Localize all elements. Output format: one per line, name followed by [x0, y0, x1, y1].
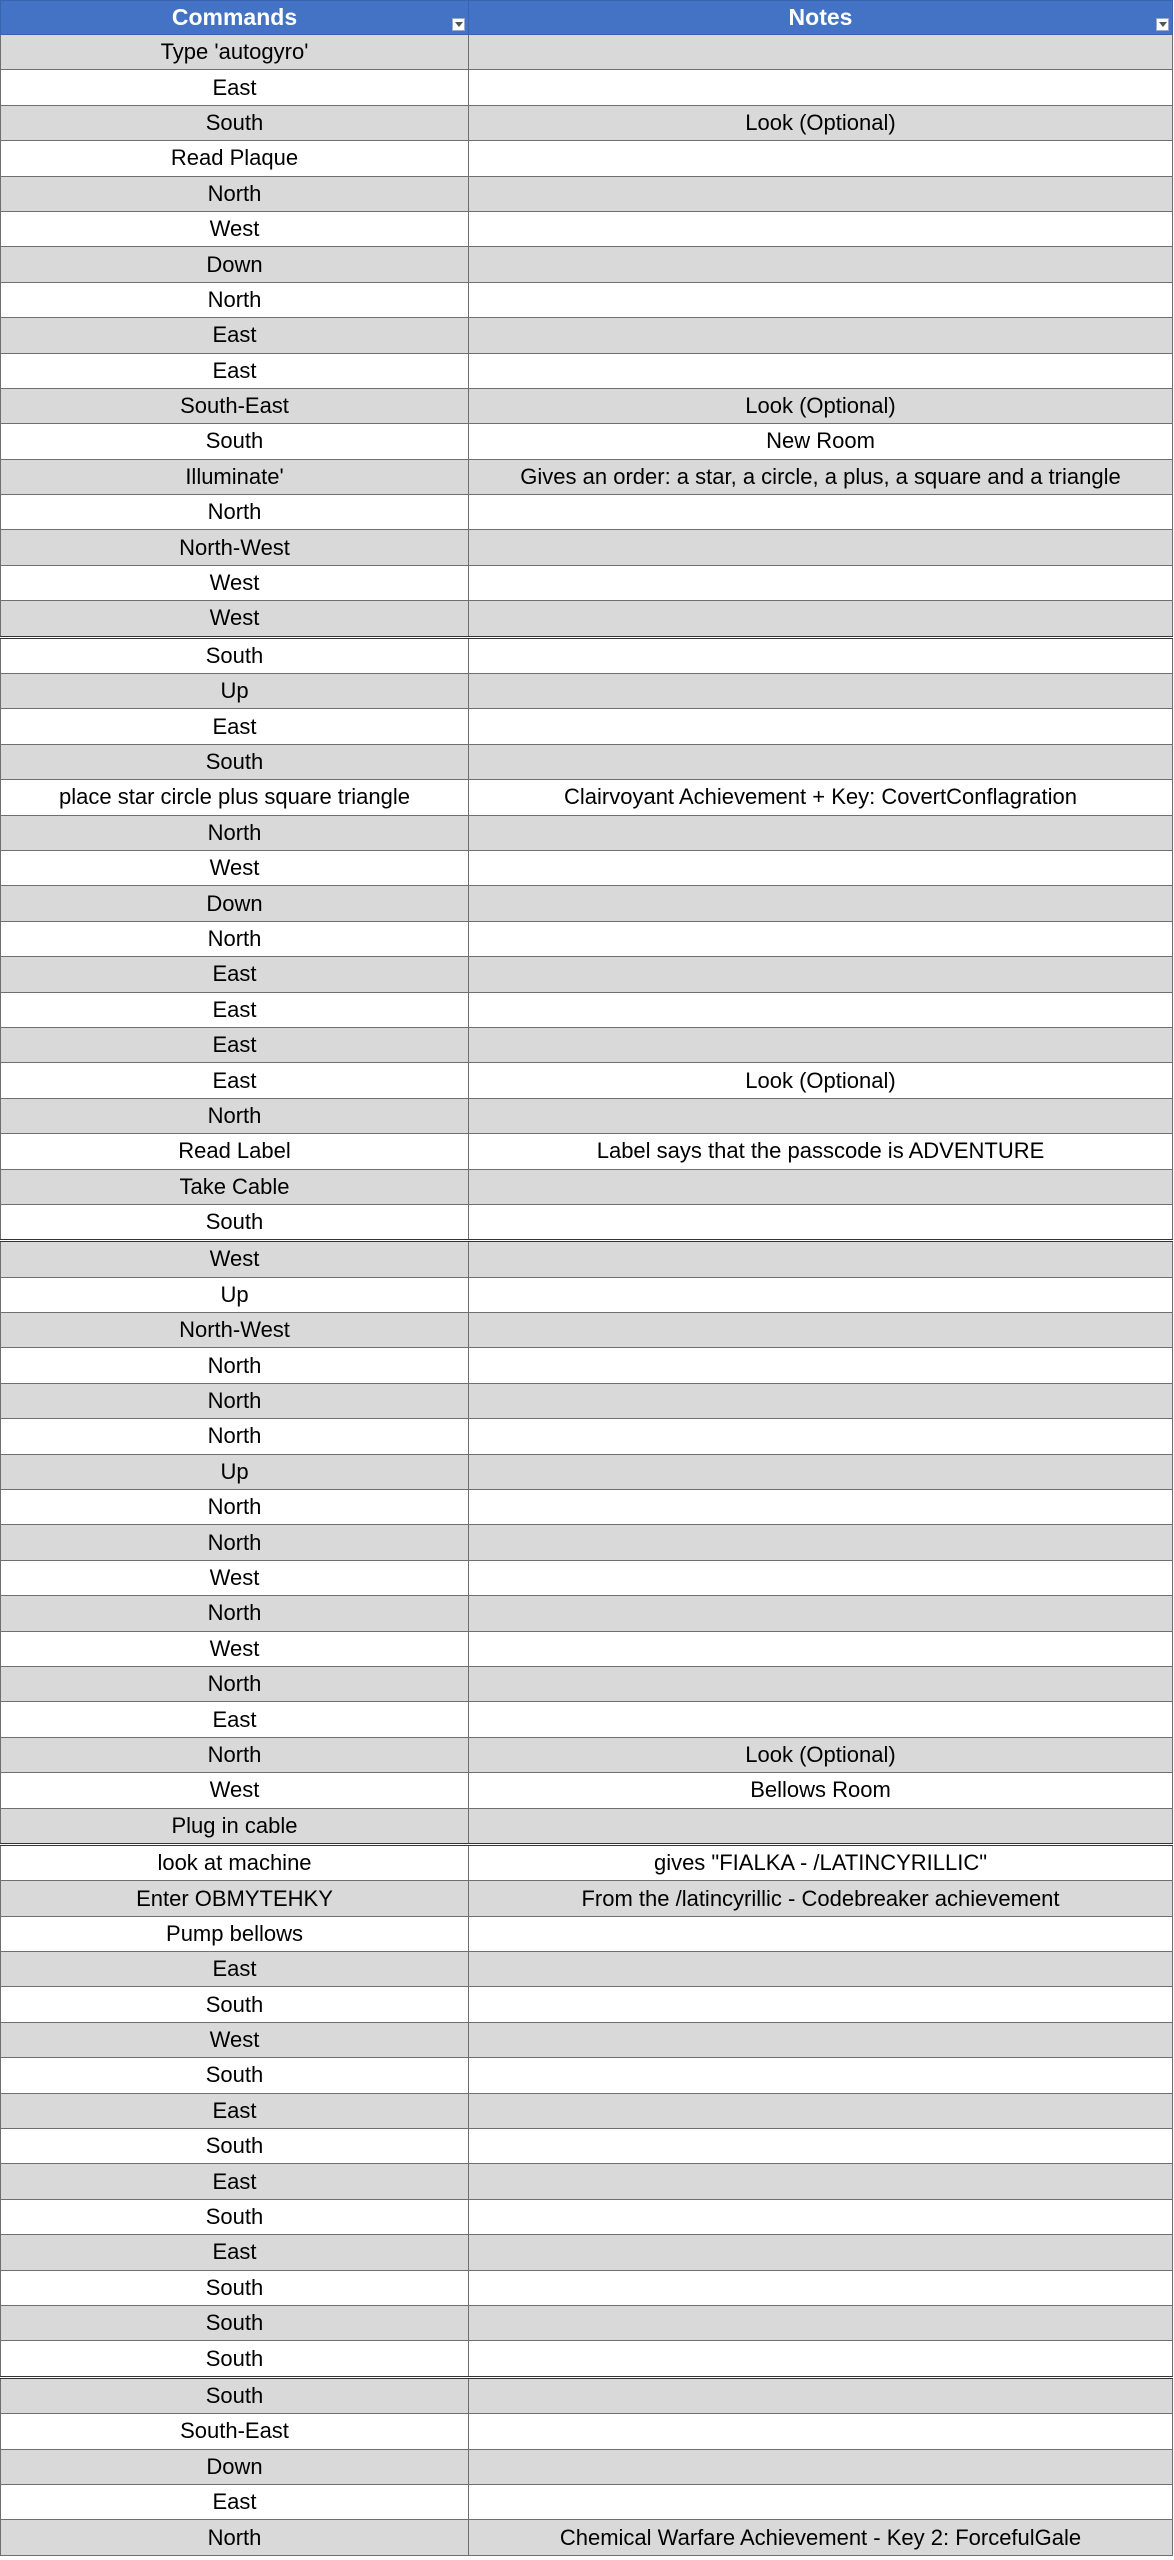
table-row	[1, 2270, 1173, 2305]
command-cell[interactable]: Down	[1, 886, 469, 921]
note-cell[interactable]	[469, 1277, 1173, 1312]
command-cell[interactable]: Type 'autogyro'	[1, 35, 469, 70]
command-cell[interactable]: South	[1, 1987, 469, 2022]
note-cell[interactable]	[469, 530, 1173, 565]
table-row	[1, 2520, 1173, 2555]
notes-header[interactable]	[469, 1, 1173, 35]
note-cell[interactable]: New Room	[469, 424, 1173, 459]
note-cell[interactable]	[469, 2129, 1173, 2164]
table-row	[1, 1383, 1173, 1418]
command-cell[interactable]: Read Plaque	[1, 141, 469, 176]
table-row	[1, 141, 1173, 176]
note-cell[interactable]	[469, 1348, 1173, 1383]
table-row	[1, 1027, 1173, 1062]
command-cell[interactable]: East	[1, 992, 469, 1027]
note-cell[interactable]	[469, 353, 1173, 388]
table-row	[1, 815, 1173, 850]
note-cell[interactable]	[469, 744, 1173, 779]
table-row	[1, 780, 1173, 815]
note-cell[interactable]	[469, 2377, 1173, 2413]
table-row	[1, 2164, 1173, 2199]
table-row	[1, 35, 1173, 70]
note-cell[interactable]	[469, 2093, 1173, 2128]
command-cell[interactable]: West	[1, 1773, 469, 1808]
note-cell[interactable]	[469, 1596, 1173, 1631]
command-cell[interactable]: South	[1, 424, 469, 459]
command-cell[interactable]: West	[1, 1560, 469, 1595]
note-cell[interactable]	[469, 850, 1173, 885]
table-row	[1, 2484, 1173, 2519]
note-cell[interactable]	[469, 1313, 1173, 1348]
note-cell[interactable]	[469, 35, 1173, 70]
note-cell[interactable]	[469, 1098, 1173, 1133]
table-row	[1, 1419, 1173, 1454]
note-cell[interactable]	[469, 1987, 1173, 2022]
command-cell[interactable]: South	[1, 2058, 469, 2093]
command-cell[interactable]: Up	[1, 674, 469, 709]
note-cell[interactable]	[469, 1454, 1173, 1489]
note-cell[interactable]: Look (Optional)	[469, 1737, 1173, 1772]
filter-dropdown-icon[interactable]	[1156, 18, 1169, 31]
filter-dropdown-icon[interactable]	[452, 18, 465, 31]
command-cell[interactable]: South	[1, 2306, 469, 2341]
command-cell[interactable]: South	[1, 2270, 469, 2305]
table-row	[1, 1490, 1173, 1525]
note-cell[interactable]	[469, 1241, 1173, 1277]
command-cell[interactable]: East	[1, 957, 469, 992]
table-row	[1, 744, 1173, 779]
command-cell[interactable]: South-East	[1, 2414, 469, 2449]
command-cell[interactable]: South	[1, 1204, 469, 1240]
command-cell[interactable]: North	[1, 1383, 469, 1418]
note-cell[interactable]: gives "FIALKA - /LATINCYRILLIC"	[469, 1844, 1173, 1880]
note-cell[interactable]	[469, 1952, 1173, 1987]
command-cell[interactable]: East	[1, 1702, 469, 1737]
note-cell[interactable]: Label says that the passcode is ADVENTURE	[469, 1134, 1173, 1169]
note-cell[interactable]	[469, 1525, 1173, 1560]
table-row	[1, 353, 1173, 388]
table-row	[1, 247, 1173, 282]
table-row	[1, 176, 1173, 211]
note-cell[interactable]	[469, 637, 1173, 673]
table-row	[1, 1844, 1173, 1880]
command-cell[interactable]: West	[1, 2022, 469, 2057]
table-row	[1, 2449, 1173, 2484]
note-cell[interactable]: From the /latincyrillic - Codebreaker achievement	[469, 1881, 1173, 1916]
note-cell[interactable]	[469, 709, 1173, 744]
table-row	[1, 992, 1173, 1027]
note-cell[interactable]	[469, 601, 1173, 637]
note-cell[interactable]	[469, 992, 1173, 1027]
command-cell[interactable]: East	[1, 318, 469, 353]
note-cell[interactable]	[469, 282, 1173, 317]
table-row	[1, 1277, 1173, 1312]
table-row	[1, 2235, 1173, 2270]
note-cell[interactable]	[469, 318, 1173, 353]
notes-header-label: Notes	[788, 4, 853, 30]
table-row	[1, 105, 1173, 140]
table-row	[1, 2058, 1173, 2093]
command-cell[interactable]: North	[1, 1525, 469, 1560]
note-cell[interactable]	[469, 815, 1173, 850]
table-row	[1, 211, 1173, 246]
command-cell[interactable]: North	[1, 2520, 469, 2555]
command-cell[interactable]: place star circle plus square triangle	[1, 780, 469, 815]
table-row	[1, 1560, 1173, 1595]
command-cell[interactable]: South	[1, 2129, 469, 2164]
table-row	[1, 1737, 1173, 1772]
note-cell[interactable]	[469, 247, 1173, 282]
note-cell[interactable]	[469, 2164, 1173, 2199]
command-cell[interactable]: Enter OBMYTEHKY	[1, 1881, 469, 1916]
note-cell[interactable]	[469, 1702, 1173, 1737]
command-cell[interactable]: East	[1, 1952, 469, 1987]
table-row	[1, 530, 1173, 565]
table-row	[1, 318, 1173, 353]
command-cell[interactable]: West	[1, 601, 469, 637]
note-cell[interactable]	[469, 2484, 1173, 2519]
note-cell[interactable]	[469, 1916, 1173, 1951]
table-row	[1, 70, 1173, 105]
table-row	[1, 957, 1173, 992]
table-row	[1, 565, 1173, 600]
command-cell[interactable]: North	[1, 1348, 469, 1383]
table-row	[1, 709, 1173, 744]
note-cell[interactable]: Chemical Warfare Achievement - Key 2: ForcefulGale	[469, 2520, 1173, 2555]
table-row	[1, 1631, 1173, 1666]
command-cell[interactable]: Plug in cable	[1, 1808, 469, 1844]
command-cell[interactable]: South	[1, 637, 469, 673]
command-cell[interactable]: North	[1, 1666, 469, 1701]
commands-header-label: Commands	[171, 4, 298, 30]
note-cell[interactable]	[469, 1560, 1173, 1595]
note-cell[interactable]	[469, 2306, 1173, 2341]
table-row	[1, 459, 1173, 494]
table-row	[1, 1773, 1173, 1808]
note-cell[interactable]	[469, 141, 1173, 176]
note-cell[interactable]	[469, 565, 1173, 600]
note-cell[interactable]	[469, 1490, 1173, 1525]
table-row	[1, 1596, 1173, 1631]
command-cell[interactable]: North	[1, 282, 469, 317]
table-row	[1, 1916, 1173, 1951]
table-row	[1, 1808, 1173, 1844]
table-row	[1, 1454, 1173, 1489]
command-cell[interactable]: North	[1, 1596, 469, 1631]
table-body	[1, 35, 1173, 2556]
table-row	[1, 2093, 1173, 2128]
table-row	[1, 850, 1173, 885]
note-cell[interactable]	[469, 2199, 1173, 2234]
table-row	[1, 1702, 1173, 1737]
table-row	[1, 2414, 1173, 2449]
table-row	[1, 2306, 1173, 2341]
table-row	[1, 1134, 1173, 1169]
note-cell[interactable]	[469, 1383, 1173, 1418]
table-row	[1, 1348, 1173, 1383]
command-cell[interactable]: East	[1, 709, 469, 744]
command-cell[interactable]: East	[1, 1063, 469, 1098]
table-row	[1, 1881, 1173, 1916]
table-row	[1, 1525, 1173, 1560]
note-cell[interactable]	[469, 1169, 1173, 1204]
command-cell[interactable]: North	[1, 1737, 469, 1772]
command-cell[interactable]: East	[1, 2484, 469, 2519]
command-cell[interactable]: North	[1, 176, 469, 211]
note-cell[interactable]	[469, 2414, 1173, 2449]
note-cell[interactable]	[469, 1808, 1173, 1844]
note-cell[interactable]	[469, 2022, 1173, 2057]
note-cell[interactable]	[469, 2058, 1173, 2093]
command-cell[interactable]: South-East	[1, 388, 469, 423]
note-cell[interactable]	[469, 2270, 1173, 2305]
note-cell[interactable]: Gives an order: a star, a circle, a plus, a square and a triangle	[469, 459, 1173, 494]
command-cell[interactable]: Pump bellows	[1, 1916, 469, 1951]
note-cell[interactable]: Look (Optional)	[469, 1063, 1173, 1098]
command-cell[interactable]: South	[1, 2199, 469, 2234]
note-cell[interactable]	[469, 1204, 1173, 1240]
command-cell[interactable]: East	[1, 2235, 469, 2270]
command-cell[interactable]: Down	[1, 2449, 469, 2484]
table-row	[1, 282, 1173, 317]
table-row	[1, 424, 1173, 459]
note-cell[interactable]	[469, 674, 1173, 709]
command-cell[interactable]: East	[1, 1027, 469, 1062]
table-row	[1, 601, 1173, 637]
command-cell[interactable]: Take Cable	[1, 1169, 469, 1204]
note-cell[interactable]: Clairvoyant Achievement + Key: CovertConflagration	[469, 780, 1173, 815]
table-row	[1, 2341, 1173, 2377]
note-cell[interactable]	[469, 176, 1173, 211]
note-cell[interactable]	[469, 1419, 1173, 1454]
table-row	[1, 2022, 1173, 2057]
table-row	[1, 1204, 1173, 1240]
command-cell[interactable]: North-West	[1, 1313, 469, 1348]
table-row	[1, 1313, 1173, 1348]
table-row	[1, 2199, 1173, 2234]
command-cell[interactable]: East	[1, 70, 469, 105]
table-row	[1, 495, 1173, 530]
note-cell[interactable]	[469, 1027, 1173, 1062]
command-cell[interactable]: East	[1, 2093, 469, 2128]
commands-header[interactable]	[1, 1, 469, 35]
table-row	[1, 1063, 1173, 1098]
table-row	[1, 2377, 1173, 2413]
command-cell[interactable]: North	[1, 1419, 469, 1454]
table-row	[1, 1098, 1173, 1133]
note-cell[interactable]	[469, 70, 1173, 105]
command-cell[interactable]: West	[1, 565, 469, 600]
command-cell[interactable]: West	[1, 1241, 469, 1277]
note-cell[interactable]	[469, 1631, 1173, 1666]
command-cell[interactable]: East	[1, 2164, 469, 2199]
note-cell[interactable]	[469, 1666, 1173, 1701]
command-cell[interactable]: West	[1, 850, 469, 885]
note-cell[interactable]	[469, 495, 1173, 530]
note-cell[interactable]: Bellows Room	[469, 1773, 1173, 1808]
note-cell[interactable]	[469, 886, 1173, 921]
command-cell[interactable]: South	[1, 2341, 469, 2377]
table-row	[1, 1666, 1173, 1701]
command-cell[interactable]: West	[1, 211, 469, 246]
command-cell[interactable]: South	[1, 105, 469, 140]
table-row	[1, 1169, 1173, 1204]
command-cell[interactable]: South	[1, 2377, 469, 2413]
command-cell[interactable]: South	[1, 744, 469, 779]
table-row	[1, 886, 1173, 921]
note-cell[interactable]	[469, 2341, 1173, 2377]
note-cell[interactable]	[469, 2449, 1173, 2484]
header-row	[1, 1, 1173, 35]
command-cell[interactable]: look at machine	[1, 1844, 469, 1880]
command-cell[interactable]: North	[1, 495, 469, 530]
command-cell[interactable]: Illuminate'	[1, 459, 469, 494]
command-cell[interactable]: Read Label	[1, 1134, 469, 1169]
command-cell[interactable]: West	[1, 1631, 469, 1666]
note-cell[interactable]: Look (Optional)	[469, 388, 1173, 423]
command-cell[interactable]: North-West	[1, 530, 469, 565]
command-cell[interactable]: North	[1, 921, 469, 956]
table-row	[1, 388, 1173, 423]
table-row	[1, 1952, 1173, 1987]
command-cell[interactable]: North	[1, 815, 469, 850]
table-row	[1, 921, 1173, 956]
note-cell[interactable]	[469, 957, 1173, 992]
table-row	[1, 637, 1173, 673]
command-cell[interactable]: Up	[1, 1277, 469, 1312]
command-cell[interactable]: East	[1, 353, 469, 388]
command-cell[interactable]: North	[1, 1098, 469, 1133]
note-cell[interactable]	[469, 921, 1173, 956]
table-row	[1, 2129, 1173, 2164]
note-cell[interactable]	[469, 2235, 1173, 2270]
table-row	[1, 1987, 1173, 2022]
table-row	[1, 1241, 1173, 1277]
command-cell[interactable]: Down	[1, 247, 469, 282]
note-cell[interactable]	[469, 211, 1173, 246]
note-cell[interactable]: Look (Optional)	[469, 105, 1173, 140]
table-row	[1, 674, 1173, 709]
command-cell[interactable]: Up	[1, 1454, 469, 1489]
command-cell[interactable]: North	[1, 1490, 469, 1525]
